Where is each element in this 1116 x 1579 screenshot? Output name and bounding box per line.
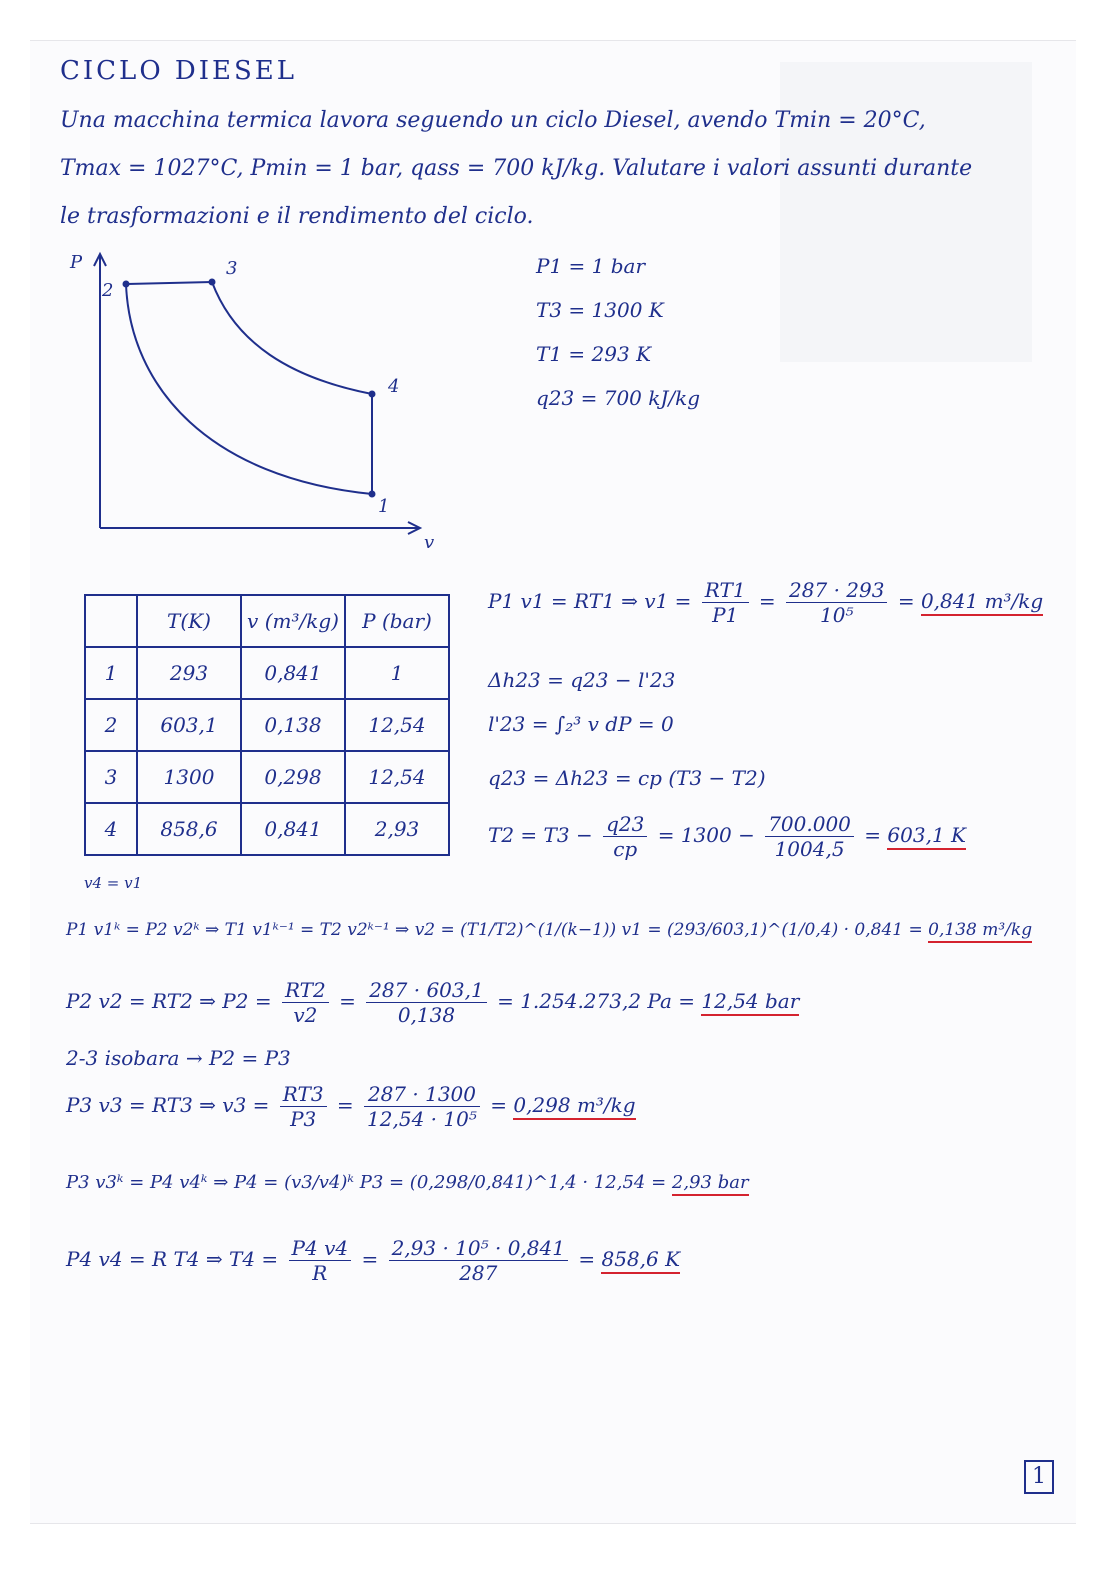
eq-v3: P3 v3 = RT3 ⇒ v3 = $\frac{RT3}{P3}$ = $\frac{287 \cdot 1300}{\text{12,54 · 10⁵}}$ = 0,298 m³/kg bbox=[66, 1082, 636, 1131]
eq-p2: P2 v2 = RT2 ⇒ P2 = $\frac{RT2}{v2}$ = $\frac{287 \cdot 603,1}{0,138}$ = 1.254.273,2 Pa = 12,54 bar bbox=[66, 978, 800, 1027]
given-q23: q23 = 700 kJ/kg bbox=[536, 386, 701, 410]
table-cell-v: 0,138 bbox=[241, 699, 345, 751]
eq-t4: P4 v4 = R T4 ⇒ T4 = $\frac{P4 v4}{R}$ = $\frac{\text{2,93 · 10⁵ · 0,841}}{287}$ = 858,6 K bbox=[66, 1236, 681, 1285]
eq-t4-lhs: P4 v4 = R T4 ⇒ T4 = bbox=[66, 1247, 279, 1271]
table-cell-state: 2 bbox=[85, 699, 137, 751]
state-point-4 bbox=[369, 391, 376, 398]
result-v3: 0,298 m³/kg bbox=[513, 1093, 635, 1120]
result-t4: 858,6 K bbox=[601, 1247, 680, 1274]
given-p1: P1 = 1 bar bbox=[536, 254, 646, 278]
note-v4-equals-v1: v4 = v1 bbox=[84, 874, 143, 892]
eq-q23: q23 = Δh23 = cp (T3 − T2) bbox=[488, 766, 766, 790]
page-number: 1 bbox=[1024, 1460, 1054, 1494]
table-cell-state: 3 bbox=[85, 751, 137, 803]
page-title: CICLO DIESEL bbox=[60, 56, 298, 86]
frac-t4-a: $\frac{P4 v4}{R}$ bbox=[289, 1236, 352, 1285]
table-header-row bbox=[85, 595, 449, 647]
eq-v3-lhs: P3 v3 = RT3 ⇒ v3 = bbox=[66, 1093, 270, 1117]
table-header: v (m³/kg) bbox=[241, 595, 345, 647]
point-label-3: 3 bbox=[226, 258, 238, 279]
frac-v3-b: $\frac{287 \cdot 1300}{\text{12,54 · 10⁵}}$ bbox=[364, 1082, 480, 1131]
table-cell-v: 0,841 bbox=[241, 803, 345, 855]
eq-dh23: Δh23 = q23 − l'23 bbox=[488, 668, 676, 692]
frac-p2-a: $\frac{RT2}{v2}$ bbox=[282, 978, 329, 1027]
result-v2: 0,138 m³/kg bbox=[928, 920, 1032, 943]
state-values-table bbox=[84, 594, 450, 856]
table-cell-v: 0,298 bbox=[241, 751, 345, 803]
eq-p2-lhs: P2 v2 = RT2 ⇒ P2 = bbox=[66, 989, 272, 1013]
intro-line-2: Tmax = 1027°C, Pmin = 1 bar, qass = 700 kJ/kg. Valutare i valori assunti durante bbox=[60, 156, 973, 181]
frac-v3-a: $\frac{RT3}{P3}$ bbox=[280, 1082, 327, 1131]
table-cell-p: 2,93 bbox=[345, 803, 449, 855]
given-t1: T1 = 293 K bbox=[536, 342, 652, 366]
point-label-2: 2 bbox=[102, 280, 114, 301]
table-cell-v: 0,841 bbox=[241, 647, 345, 699]
eq-t2-lhs: T2 = T3 − bbox=[488, 823, 593, 847]
state-point-2 bbox=[123, 281, 130, 288]
isobar-2-3 bbox=[126, 282, 212, 284]
table-cell-t: 858,6 bbox=[137, 803, 241, 855]
eq-l23: l'23 = ∫₂³ v dP = 0 bbox=[488, 712, 674, 736]
eq-v1: P1 v1 = RT1 ⇒ v1 = $\frac{RT1}{P1}$ = $\frac{287 \cdot 293}{\text{10⁵}}$ = 0,841 m³/kg bbox=[488, 578, 1044, 627]
p-axis-label: P bbox=[70, 252, 83, 273]
point-label-1: 1 bbox=[378, 496, 390, 517]
bleed-through-table bbox=[780, 62, 1032, 362]
table-header bbox=[85, 595, 137, 647]
pv-diagram bbox=[60, 248, 460, 568]
frac-p2-b: $\frac{287 \cdot 603,1}{0,138}$ bbox=[366, 978, 487, 1027]
table-header: T(K) bbox=[137, 595, 241, 647]
point-label-4: 4 bbox=[388, 376, 400, 397]
table-cell-state: 1 bbox=[85, 647, 137, 699]
table-cell-t: 603,1 bbox=[137, 699, 241, 751]
eq-adiabatic-lhs: P1 v1ᵏ = P2 v2ᵏ ⇒ T1 v1ᵏ⁻¹ = T2 v2ᵏ⁻¹ ⇒ v2 = (T1/T2)^(1/(k−1)) v1 = (293/603,1)^(1/0,4) · 0,841 = bbox=[66, 920, 923, 940]
table-header: P (bar) bbox=[345, 595, 449, 647]
result-p2: 12,54 bar bbox=[701, 989, 799, 1016]
state-point-1 bbox=[369, 491, 376, 498]
frac-v1-a: $\frac{RT1}{P1}$ bbox=[702, 578, 749, 627]
eq-v1-lhs: P1 v1 = RT1 ⇒ v1 = bbox=[488, 589, 692, 613]
table-cell-t: 293 bbox=[137, 647, 241, 699]
eq-t2-mid: = 1300 − bbox=[657, 823, 755, 847]
intro-line-1: Una macchina termica lavora seguendo un ciclo Diesel, avendo Tmin = 20°C, bbox=[60, 108, 926, 133]
v-axis-label: v bbox=[424, 532, 435, 553]
result-v1: 0,841 m³/kg bbox=[921, 589, 1043, 616]
expansion-3-4 bbox=[212, 282, 372, 394]
eq-p4-lhs: P3 v3ᵏ = P4 v4ᵏ ⇒ P4 = (v3/v4)ᵏ P3 = (0,298/0,841)^1,4 · 12,54 = bbox=[66, 1172, 667, 1193]
frac-v1-b: $\frac{287 \cdot 293}{\text{10⁵}}$ bbox=[786, 578, 887, 627]
result-t2: 603,1 K bbox=[887, 823, 966, 850]
table-row bbox=[85, 647, 449, 699]
given-t3: T3 = 1300 K bbox=[536, 298, 664, 322]
eq-adiabatic-1-2 bbox=[66, 920, 1032, 940]
frac-t2-b: $\frac{700.000}{1004,5}$ bbox=[765, 812, 854, 861]
table-row bbox=[85, 803, 449, 855]
intro-line-3: le trasformazioni e il rendimento del ciclo. bbox=[60, 204, 534, 229]
table-cell-t: 1300 bbox=[137, 751, 241, 803]
frac-t4-b: $\frac{\text{2,93 · 10⁵ · 0,841}}{287}$ bbox=[389, 1236, 568, 1285]
table-row bbox=[85, 751, 449, 803]
frac-t2-a: $\frac{q23}{cp}$ bbox=[603, 812, 647, 861]
table-cell-p: 1 bbox=[345, 647, 449, 699]
table-cell-p: 12,54 bbox=[345, 751, 449, 803]
eq-p4 bbox=[66, 1172, 749, 1193]
state-point-3 bbox=[209, 279, 216, 286]
eq-isobar-2-3: 2-3 isobara → P2 = P3 bbox=[66, 1046, 291, 1070]
eq-t2: T2 = T3 − $\frac{q23}{cp}$ = 1300 − $\frac{700.000}{1004,5}$ = 603,1 K bbox=[488, 812, 966, 861]
result-p4: 2,93 bar bbox=[672, 1172, 749, 1196]
table-row bbox=[85, 699, 449, 751]
table-cell-state: 4 bbox=[85, 803, 137, 855]
table-cell-p: 12,54 bbox=[345, 699, 449, 751]
compression-1-2 bbox=[126, 284, 372, 494]
eq-p2-mid: = 1.254.273,2 Pa = bbox=[497, 989, 696, 1013]
